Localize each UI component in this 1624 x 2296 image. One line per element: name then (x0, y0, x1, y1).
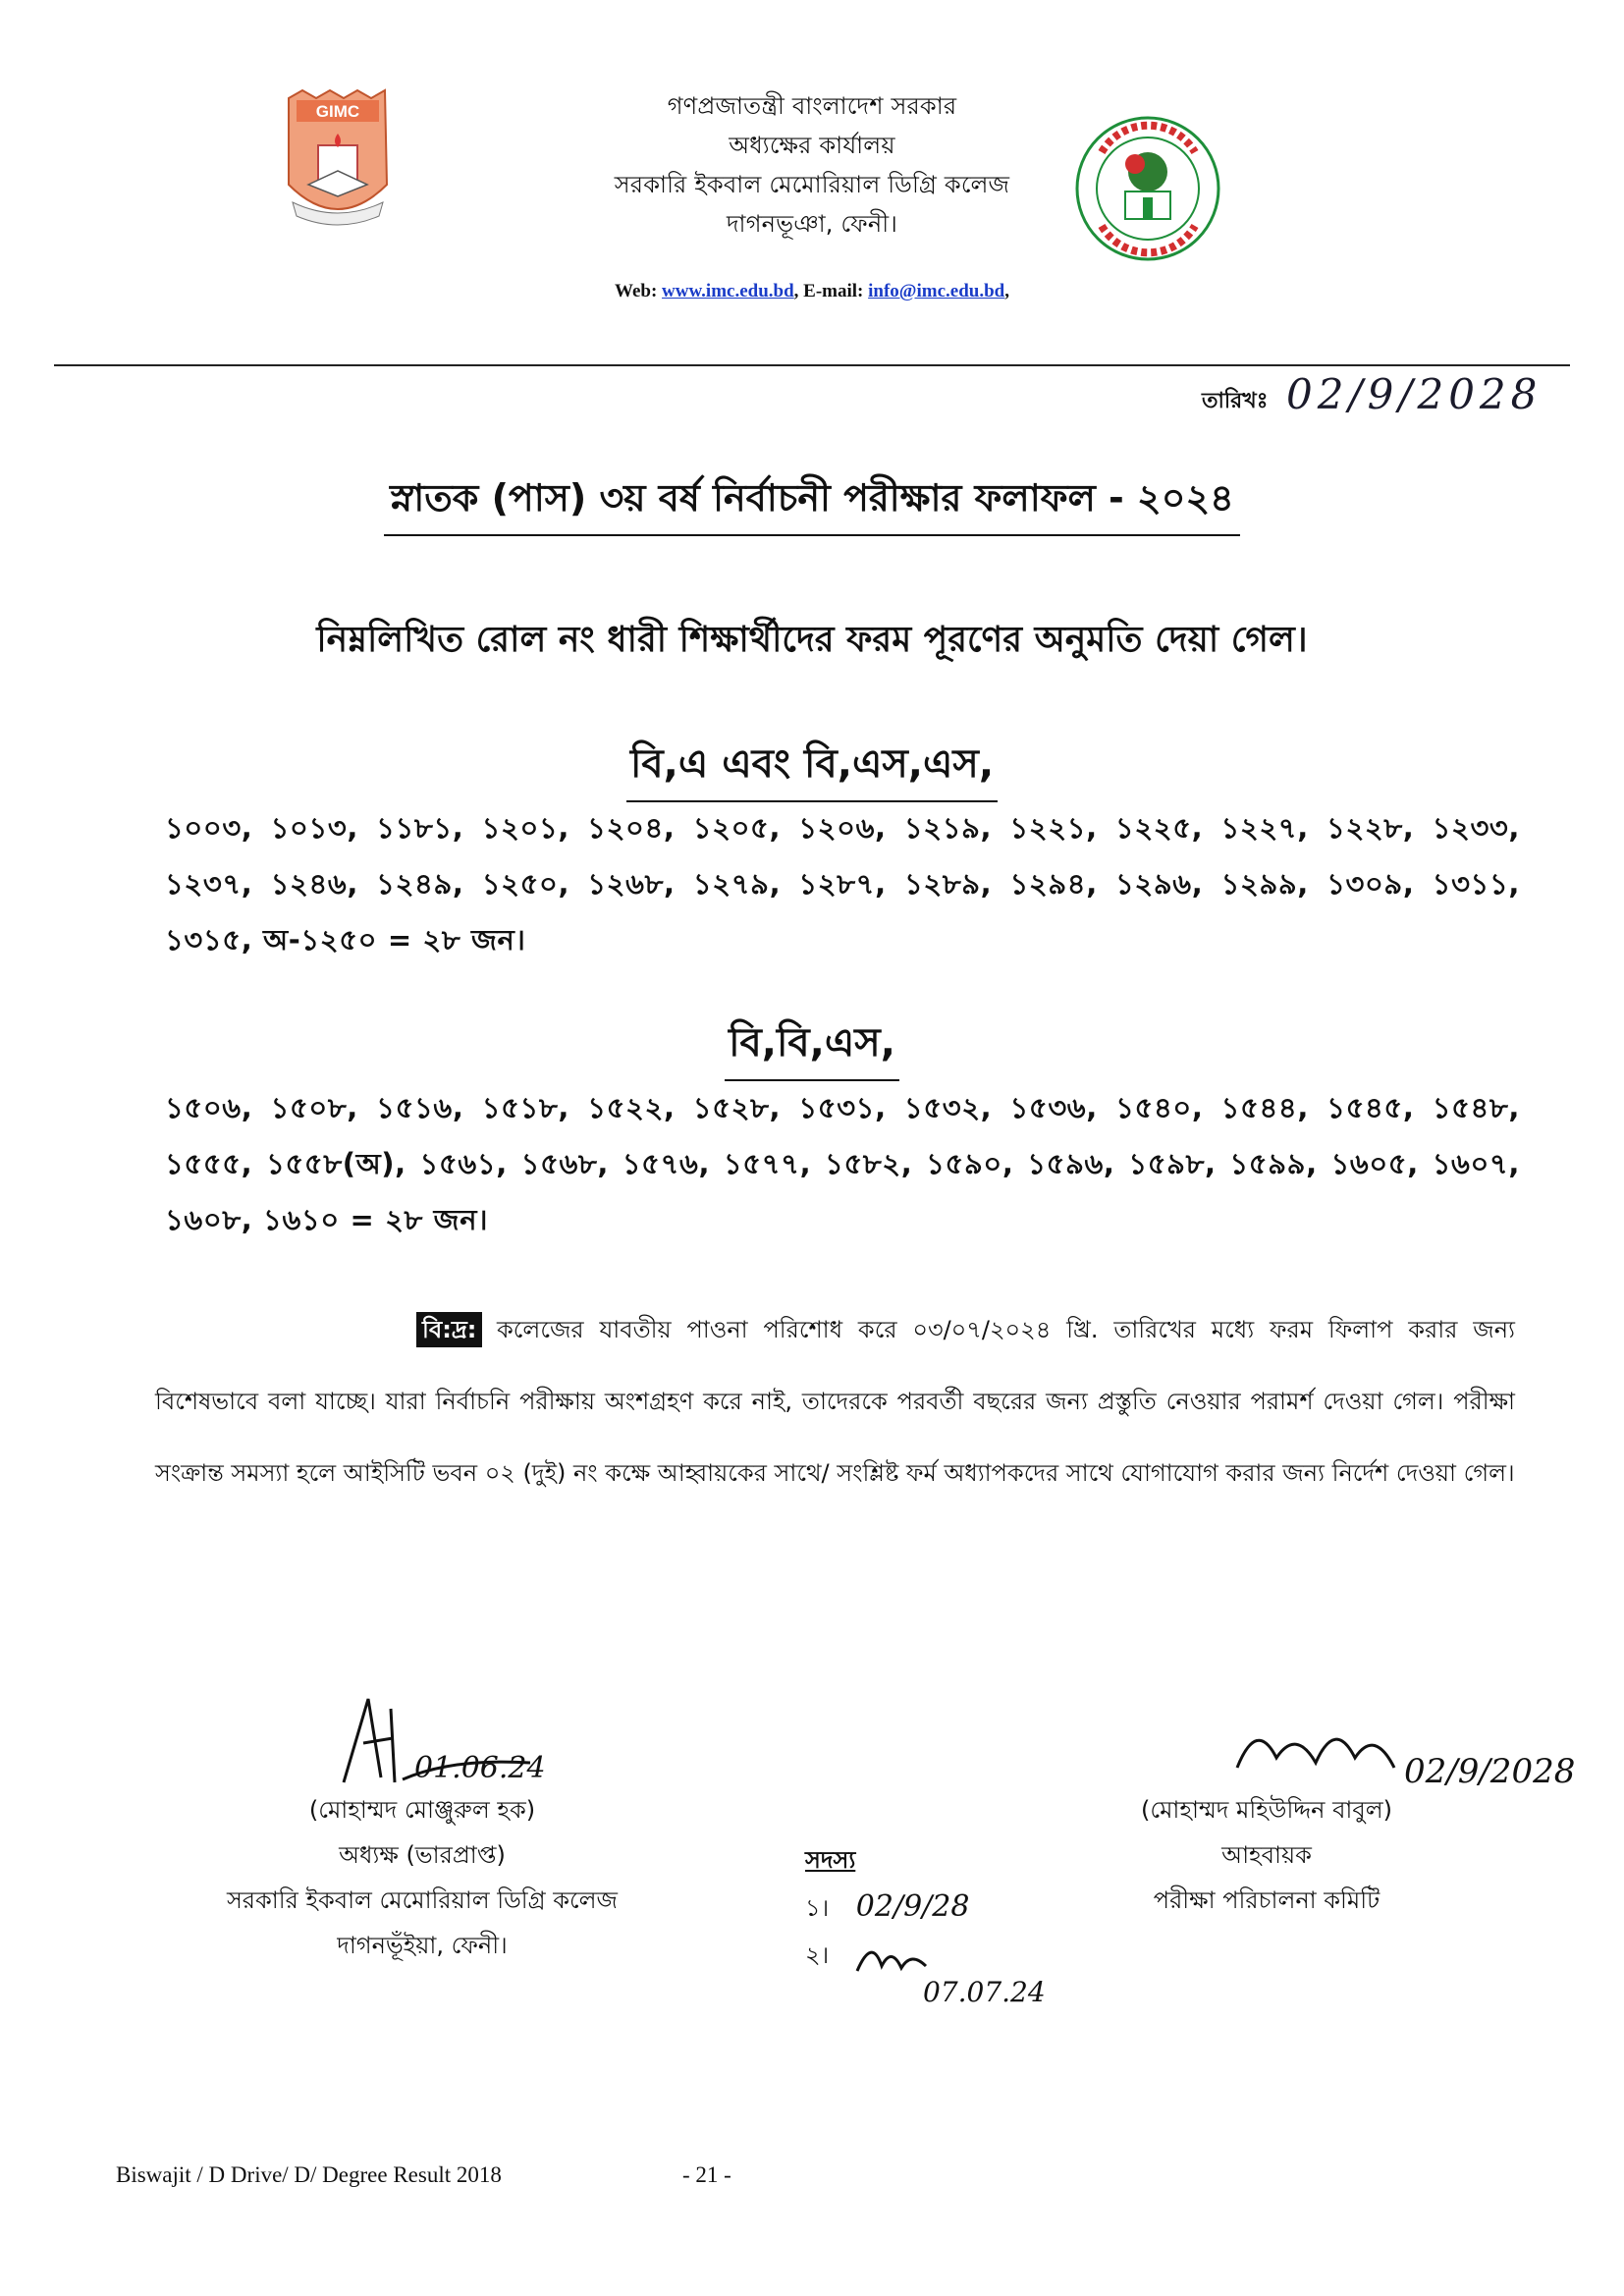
document-subtitle: নিম্নলিখিত রোল নং ধারী শিক্ষার্থীদের ফরম পূরণের অনুমতি দেয়া গেল। (316, 620, 1308, 660)
office-header (491, 86, 1133, 244)
convener-name: (মোহাম্মদ মহিউদ্দিন বাবুল) (1140, 1796, 1392, 1824)
principal-org: সরকারি ইকবাল মেমোরিয়াল ডিগ্রি কলেজ (226, 1886, 619, 1914)
member-2-signature (852, 1937, 931, 1976)
header-line-3: সরকারি ইকবাল মেমোরিয়াল ডিগ্রি কলেজ (614, 171, 1010, 198)
principal-name: (মোহাম্মদ মোঞ্জুরুল হক) (308, 1796, 536, 1824)
date-label: তারিখঃ (1202, 389, 1269, 413)
roll-list-ba-bss: ১০০৩, ১০১৩, ১১৮১, ১২০১, ১২০৪, ১২০৫, ১২০৬, ১২১৯, ১২২১, ১২২৫, ১২২৭, ১২২৮, ১২৩৩, ১২৩৭, ১২৪৬, ১২৪৯, ১২৫০, ১২৬৮, ১২৭৯, ১২৮৭, ১২৮৯, ১২৯৪, ১২৯৬, ১২৯৯, ১৩০৯, ১৩১১, ১৩১৫, অ-১২৫০ = ২৮ জন। (165, 811, 1520, 957)
convener-org: পরীক্ষা পরিচালনা কমিটি (1153, 1886, 1380, 1914)
header-line-4: দাগনভূঞা, ফেনী। (726, 210, 898, 238)
principal-place: দাগনভূঁইয়া, ফেনী। (337, 1932, 508, 1959)
member-2-number: ২। (805, 1941, 830, 1969)
website-link[interactable]: www.imc.edu.bd (662, 281, 794, 301)
roll-list-bbs: ১৫০৬, ১৫০৮, ১৫১৬, ১৫১৮, ১৫২২, ১৫২৮, ১৫৩১, ১৫৩২, ১৫৩৬, ১৫৪০, ১৫৪৪, ১৫৪৫, ১৫৪৮, ১৫৫৫, ১৫৫৮(অ), ১৫৬১, ১৫৬৮, ১৫৭৬, ১৫৭৭, ১৫৮২, ১৫৯০, ১৫৯৬, ১৫৯৮, ১৫৯৯, ১৬০৫, ১৬০৭, ১৬০৮, ১৬১০ = ২৮ জন। (165, 1091, 1520, 1236)
member-2-date: 07.07.24 (923, 1976, 1046, 2008)
logo-text: GIMC (315, 102, 360, 121)
member-1-signature: 02/9/28 (855, 1889, 970, 1924)
notice-text: কলেজের যাবতীয় পাওনা পরিশোধ করে ০৩/০৭/২০২৪ খ্রি. তারিখের মধ্যে ফরম ফিলাপ করার জন্য বিশেষভাবে বলা যাচ্ছে। যারা নির্বাচনি পরীক্ষায় অংশগ্রহণ করে নাই, তাদেরকে পরবর্তী বছরের জন্য প্রস্তুতি নেওয়ার পরামর্শ দেওয়া গেল। পরীক্ষা সংক্রান্ত সমস্যা হলে আইসিটি ভবন ০২ (দুই) নং কক্ষে আহ্বায়কের সাথে/ সংশ্লিষ্ট ফর্ম অধ্যাপকদের সাথে যোগাযোগ করার জন্য নির্দেশ দেওয়া গেল। (155, 1316, 1515, 1487)
notice-badge: বি:দ্র: (416, 1312, 482, 1347)
notice-paragraph (155, 1294, 1515, 1509)
date-value: 02/9/2028 (1286, 370, 1543, 418)
header-line-2: অধ্যক্ষের কার্যালয় (729, 132, 895, 159)
member-1 (805, 1884, 1051, 1932)
document-title (0, 469, 1624, 536)
section-heading-ba-bss (0, 733, 1624, 802)
principal-designation: অধ্যক্ষ (ভারপ্রাপ্ত) (339, 1841, 506, 1869)
member-1-number: ১। (805, 1894, 830, 1922)
principal-signature-block (137, 1787, 707, 1968)
footer-page-number: - 21 - (682, 2162, 731, 2187)
members-heading: সদস্য (805, 1846, 856, 1874)
date-row (1178, 368, 1571, 427)
section-heading-text: বি,এ এবং বি,এস,এস, (626, 733, 998, 802)
header-line-1: গণপ্রজাতন্ত্রী বাংলাদেশ সরকার (667, 92, 957, 120)
web-label: Web: (615, 281, 658, 301)
convener-signature-date: 02/9/2028 (1404, 1752, 1576, 1791)
title-text: স্নাতক (পাস) ৩য় বর্ষ নির্বাচনী পরীক্ষার ফলাফল - ২০২৪ (384, 469, 1240, 536)
principal-signature (334, 1689, 569, 1797)
footer-file-path: Biswajit / D Drive/ D/ Degree Result 2018 (116, 2162, 502, 2187)
college-logo (283, 86, 393, 234)
section-heading-bbs (0, 1011, 1624, 1081)
members-block (805, 1836, 1051, 2016)
email-label: , E-mail: (793, 281, 864, 301)
contact-line (491, 281, 1133, 302)
header-divider (54, 364, 1570, 366)
email-link[interactable]: info@imc.edu.bd (868, 281, 1005, 301)
convener-designation: আহবায়ক (1221, 1841, 1312, 1869)
principal-signature-date: 01.06.24 (414, 1751, 546, 1785)
contact-trailing: , (1004, 281, 1009, 301)
section-heading-text: বি,বি,এস, (725, 1011, 899, 1081)
emblem-logo (1072, 113, 1224, 265)
convener-signature-block (1090, 1787, 1443, 1923)
